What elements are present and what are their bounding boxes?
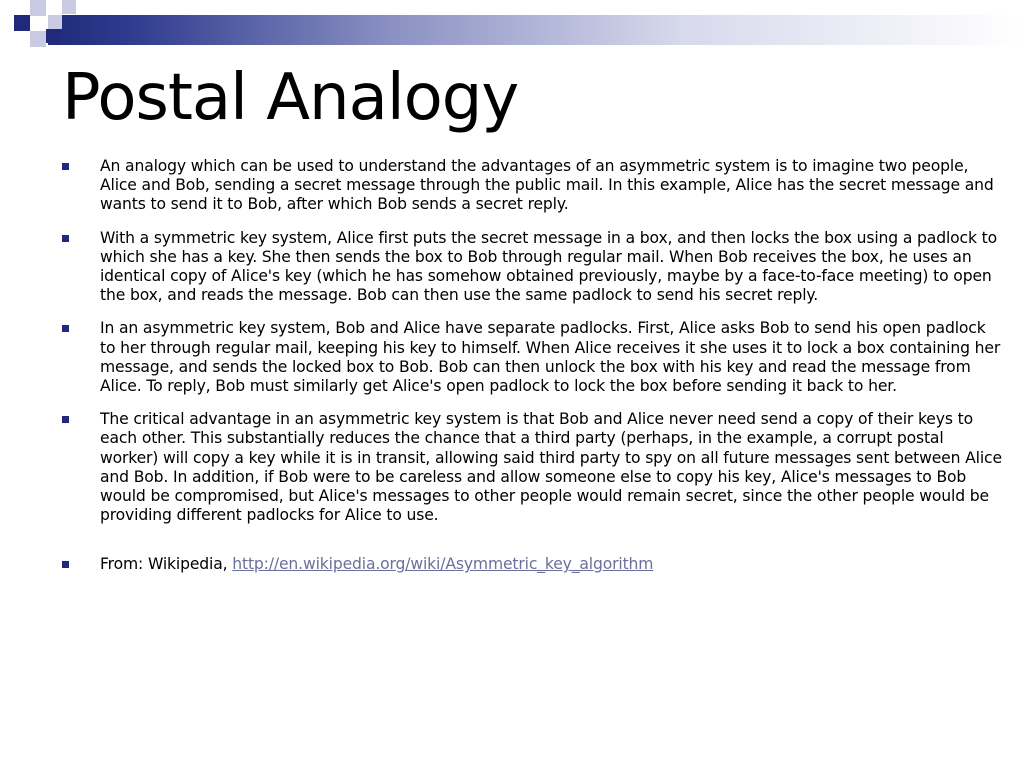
bullet-item [62, 410, 1002, 525]
source-link[interactable]: http://en.wikipedia.org/wiki/Asymmetric_key_algorithm [232, 555, 654, 574]
bullet-square-icon [62, 325, 69, 332]
bullet-item [62, 229, 1002, 306]
bullet-item [62, 157, 1002, 215]
bullet-text: In an asymmetric key system, Bob and Alice have separate padlocks. First, Alice asks Bob to send his open padlock to her through regular mail, keeping his key to himself. When Alice receives it she uses it to lock a box containing her message, and sends the locked box to Bob. Bob can then unlock the box with his key and read the message from Alice. To reply, Bob must similarly get Alice's open padlock to lock the box before sending it back to her. [100, 319, 1001, 396]
decorative-square [30, 0, 46, 16]
bullet-square-icon [62, 163, 69, 170]
decorative-square [46, 29, 60, 43]
bullet-item [62, 319, 1002, 396]
decorative-square [48, 15, 62, 29]
bullet-text: With a symmetric key system, Alice first puts the secret message in a box, and then locks the box using a padlock to which she has a key. She then sends the box to Bob through regular mail. When Bob receives the box, he uses an identical copy of Alice's key (which he has somehow obtained previously, maybe by a face-to-face meeting) to open the box, and reads the message. Bob can then use the same padlock to send his secret reply. [100, 228, 997, 305]
source-prefix: From: Wikipedia, [100, 555, 233, 574]
bullet-text: The critical advantage in an asymmetric key system is that Bob and Alice never need send a copy of their keys to each other. This substantially reduces the chance that a third party (perhaps, in the example, a corrupt postal worker) will copy a key while it is in transit, allowing said third party to spy on all future messages sent between Alice and Bob. In addition, if Bob were to be careless and allow someone else to copy his key, Alice's messages to Bob would be compromised, but Alice's messages to other people would remain secret, since the other people would be providing different padlocks for Alice to use. [100, 410, 1002, 525]
decorative-square [30, 31, 46, 47]
slide-title: Postal Analogy [62, 61, 519, 135]
decorative-square [14, 15, 30, 31]
header-gradient-band [48, 15, 1024, 45]
bullet-square-icon [62, 416, 69, 423]
decorative-square [62, 0, 76, 14]
bullet-list [62, 157, 1002, 589]
bullet-square-icon [62, 561, 69, 568]
source-item [62, 555, 1002, 574]
bullet-text: An analogy which can be used to understand the advantages of an asymmetric system is to imagine two people, Alice and Bob, sending a secret message through the public mail. In this example, Alice has the secret message and wants to send it to Bob, after which Bob sends a secret reply. [100, 157, 994, 214]
bullet-square-icon [62, 235, 69, 242]
